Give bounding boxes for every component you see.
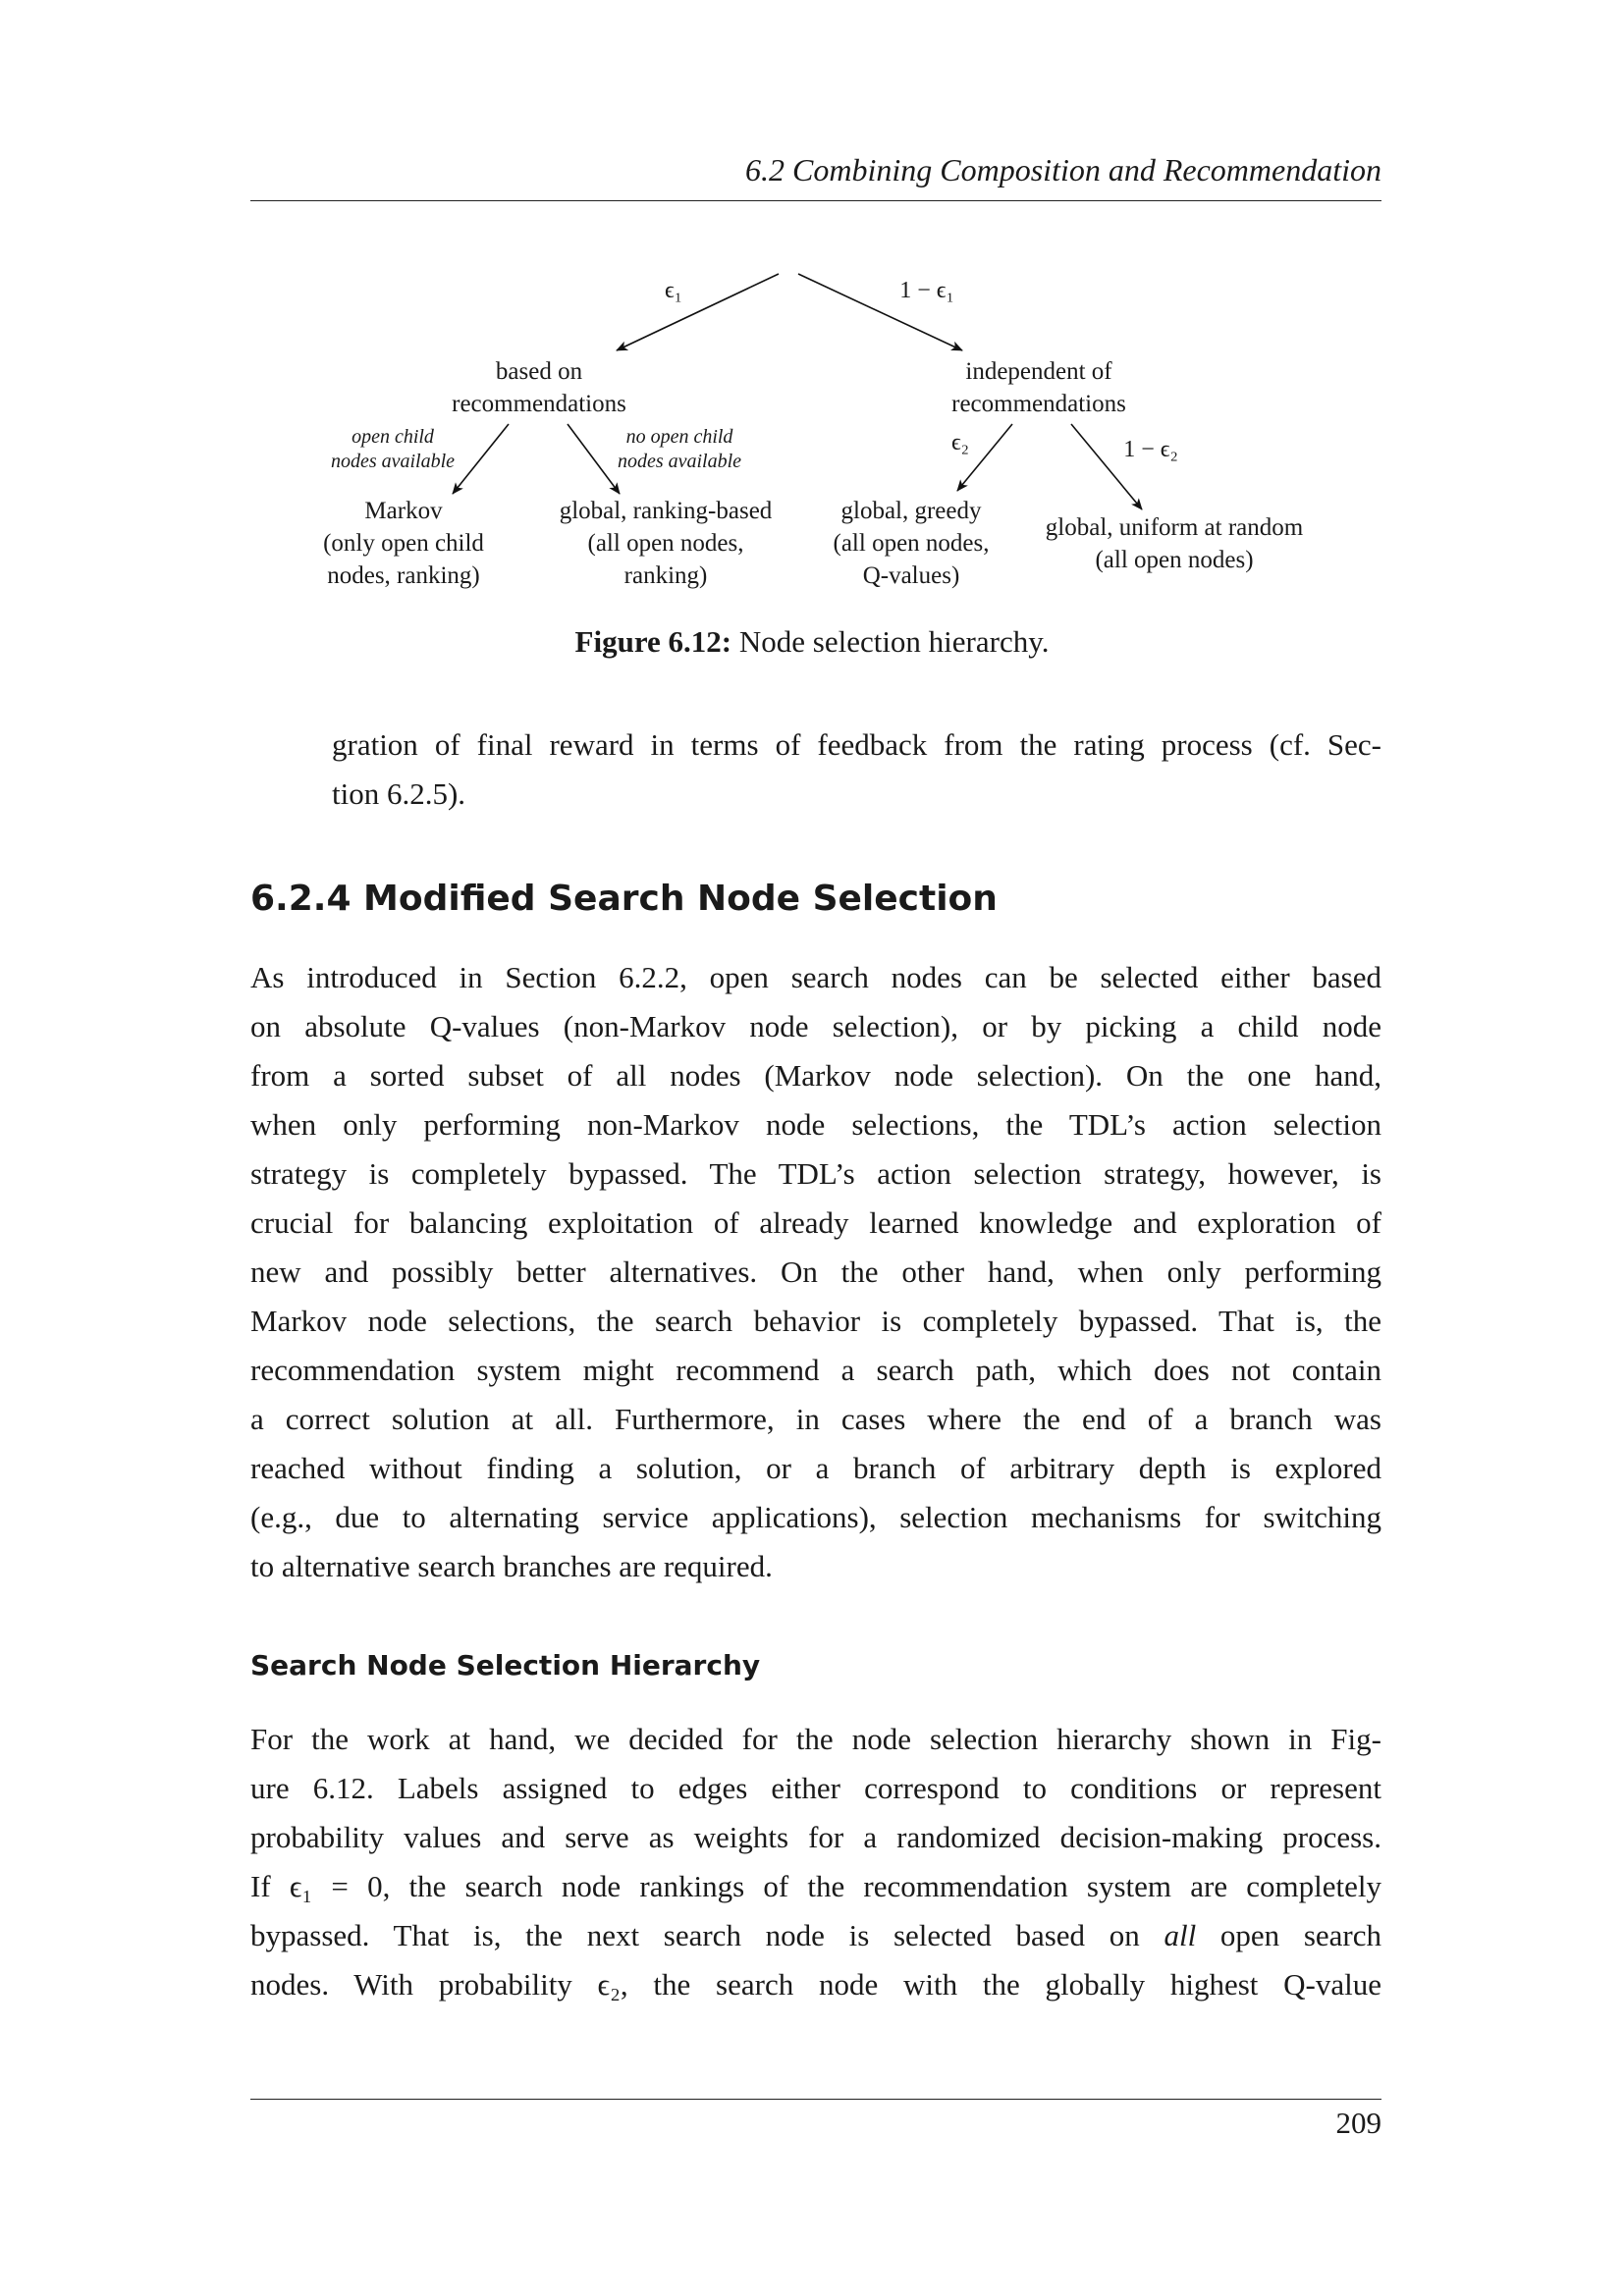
node-line: Q-values) bbox=[862, 562, 960, 589]
running-header: 6.2 Combining Composition and Recommendation bbox=[745, 152, 1381, 187]
text-line: a correct solution at all. Furthermore, in cases where the end of a branch was bbox=[250, 1402, 1381, 1436]
node-line: based on bbox=[495, 358, 583, 385]
text-line: from a sorted subset of all nodes (Markov node selection). On the one hand, bbox=[250, 1058, 1381, 1093]
text-line: new and possibly better alternatives. On the other hand, when only performing bbox=[250, 1255, 1381, 1289]
node-independent-of-recommendations bbox=[951, 355, 1126, 420]
text-line: For the work at hand, we decided for the node selection hierarchy shown in Fig- bbox=[250, 1722, 1381, 1756]
edge-label-epsilon1: ϵ₁ bbox=[664, 278, 683, 303]
edge-root-left bbox=[617, 274, 779, 350]
intro-paragraph bbox=[332, 721, 1381, 819]
text-line: recommendation system might recommend a search path, which does not contain bbox=[250, 1353, 1381, 1387]
node-line: (only open child bbox=[323, 530, 484, 557]
node-line: recommendations bbox=[951, 391, 1126, 417]
text-line: reached without finding a solution, or a branch of arbitrary depth is explored bbox=[250, 1451, 1381, 1485]
node-line: ranking) bbox=[623, 562, 708, 589]
text-line: Markov node selections, the search behavior is completely bypassed. That is, the bbox=[250, 1304, 1381, 1338]
text-segment: bypassed. That is, the next search node is selected based on bbox=[250, 1918, 1164, 1952]
edge-label-one-minus-epsilon1: 1 − ϵ₁ bbox=[899, 278, 954, 303]
node-line: global, greedy bbox=[840, 498, 982, 524]
node-based-on-recommendations bbox=[452, 355, 626, 420]
caption-label: Figure 6.12: bbox=[574, 624, 732, 659]
text-segment: open search bbox=[1196, 1918, 1381, 1952]
node-line: Markov bbox=[364, 498, 443, 524]
edge-label-line: open child bbox=[352, 426, 434, 448]
section-paragraph bbox=[250, 953, 1381, 1591]
node-line: independent of bbox=[965, 358, 1112, 385]
node-markov bbox=[323, 495, 484, 592]
text-line: nodes. With probability ϵ₂, the search node with the globally highest Q-value bbox=[250, 1967, 1381, 2002]
text-line: gration of final reward in terms of feedback from the rating process (cf. Sec- bbox=[332, 727, 1381, 762]
text-line bbox=[250, 1911, 1381, 1960]
text-line: on absolute Q-values (non-Markov node selection), or by picking a child node bbox=[250, 1009, 1381, 1043]
text-line: tion 6.2.5). bbox=[332, 776, 466, 811]
edge-based-markov bbox=[453, 424, 509, 494]
emphasis: all bbox=[1164, 1918, 1197, 1952]
node-global-ranking-based bbox=[560, 495, 773, 592]
edge-label-epsilon2: ϵ₂ bbox=[950, 430, 970, 455]
edge-based-ranking bbox=[568, 424, 620, 494]
node-line: nodes, ranking) bbox=[327, 562, 480, 589]
text-line: If ϵ₁ = 0, the search node rankings of the recommendation system are completely bbox=[250, 1869, 1381, 1903]
edge-label-line: no open child bbox=[625, 426, 733, 448]
node-line: global, ranking-based bbox=[559, 498, 773, 524]
text-line: crucial for balancing exploitation of already learned knowledge and exploration of bbox=[250, 1205, 1381, 1240]
edge-label-line: nodes available bbox=[617, 451, 742, 472]
node-line: (all open nodes) bbox=[1095, 547, 1254, 573]
text-line: to alternative search branches are required. bbox=[250, 1549, 773, 1583]
edge-label-no-open-child bbox=[618, 425, 741, 474]
figure-caption bbox=[0, 624, 1624, 660]
node-line: recommendations bbox=[452, 391, 626, 417]
footer-rule bbox=[250, 2099, 1381, 2100]
edge-label-line: nodes available bbox=[330, 451, 456, 472]
node-line: (all open nodes, bbox=[833, 530, 990, 557]
section-heading: 6.2.4 Modified Search Node Selection bbox=[250, 879, 998, 919]
node-selection-diagram bbox=[0, 0, 1624, 687]
caption-text: Node selection hierarchy. bbox=[731, 624, 1050, 659]
node-line: global, uniform at random bbox=[1045, 514, 1304, 541]
text-line: when only performing non-Markov node selections, the TDL’s action selection bbox=[250, 1107, 1381, 1142]
edge-label-one-minus-epsilon2: 1 − ϵ₂ bbox=[1123, 437, 1178, 462]
page-number: 209 bbox=[1335, 2106, 1381, 2140]
node-global-uniform bbox=[1046, 511, 1303, 576]
node-global-greedy bbox=[834, 495, 990, 592]
subsection-heading: Search Node Selection Hierarchy bbox=[250, 1649, 761, 1682]
text-line: probability values and serve as weights for a randomized decision-making process. bbox=[250, 1820, 1381, 1854]
text-line: ure 6.12. Labels assigned to edges either correspond to conditions or represent bbox=[250, 1771, 1381, 1805]
node-line: (all open nodes, bbox=[587, 530, 744, 557]
edge-label-open-child bbox=[331, 425, 455, 474]
subsection-paragraph bbox=[250, 1715, 1381, 2009]
text-line: strategy is completely bypassed. The TDL’s action selection strategy, however, is bbox=[250, 1156, 1381, 1191]
text-line: (e.g., due to alternating service applications), selection mechanisms for switching bbox=[250, 1500, 1381, 1534]
text-line: As introduced in Section 6.2.2, open search nodes can be selected either based bbox=[250, 960, 1381, 994]
